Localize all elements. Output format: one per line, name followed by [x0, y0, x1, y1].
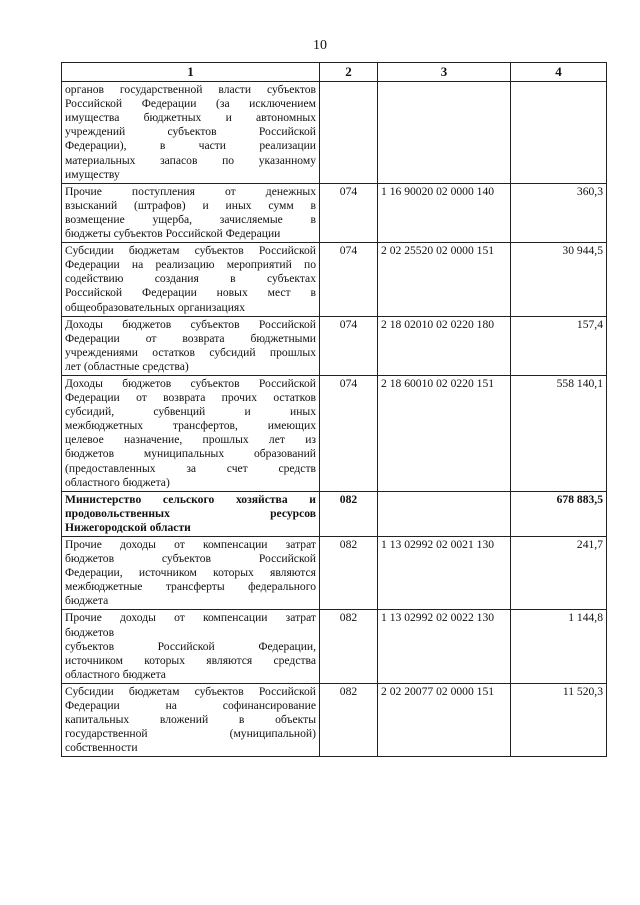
table-body [62, 82, 607, 757]
amount: 157,4 [511, 316, 607, 375]
amount: 241,7 [511, 537, 607, 610]
budget-classification-code: 2 02 20077 02 0000 151 [378, 683, 511, 756]
amount [511, 82, 607, 184]
description-line: Субсидии бюджетам субъектов Российской [65, 244, 316, 258]
budget-classification-code [378, 491, 511, 536]
description-line: Нижегородской области [65, 520, 191, 534]
description-line: учреждений субъектов Российской [65, 125, 316, 139]
table-row [62, 537, 607, 610]
budget-classification-code: 1 16 90020 02 0000 140 [378, 183, 511, 242]
budget-table [61, 62, 607, 757]
budget-classification-code: 2 18 60010 02 0220 151 [378, 375, 511, 491]
description-line: Субсидии бюджетам субъектов Российской [65, 684, 316, 698]
description-line: лет (областные средства) [65, 359, 189, 373]
admin-code: 082 [320, 491, 378, 536]
row-description [62, 375, 320, 491]
description-line: органов государственной власти субъектов [65, 83, 316, 97]
column-header-4: 4 [511, 63, 607, 82]
table-row [62, 491, 607, 536]
table-row [62, 243, 607, 316]
amount: 558 140,1 [511, 375, 607, 491]
admin-code: 074 [320, 316, 378, 375]
description-line: бюджеты субъектов Российской Федерации [65, 227, 281, 241]
amount: 360,3 [511, 183, 607, 242]
row-description [62, 82, 320, 184]
table-row [62, 82, 607, 184]
description-line: Доходы бюджетов субъектов Российской [65, 376, 316, 390]
description-line: Федерации от возврата прочих остатков [65, 391, 316, 405]
budget-classification-code: 1 13 02992 02 0021 130 [378, 537, 511, 610]
description-line: целевое назначение, прошлых лет из [65, 433, 316, 447]
column-header-1: 1 [62, 63, 320, 82]
admin-code: 074 [320, 183, 378, 242]
admin-code: 082 [320, 610, 378, 683]
description-line: материальных запасов по указанному [65, 153, 316, 167]
description-line: (предоставленных за счет средств [65, 461, 316, 475]
description-line: Российской Федерации (за исключением [65, 97, 316, 111]
row-description [62, 491, 320, 536]
description-line: Федерации от возврата бюджетными [65, 331, 316, 345]
description-line: межбюджетных трансфертов, имеющих [65, 419, 316, 433]
description-line: областного бюджета) [65, 475, 170, 489]
page-number: 10 [313, 38, 327, 53]
description-line: содействию создания в субъектах [65, 272, 316, 286]
budget-classification-code: 2 18 02010 02 0220 180 [378, 316, 511, 375]
admin-code [320, 82, 378, 184]
table-row [62, 316, 607, 375]
description-line: Российской Федерации новых мест в [65, 286, 316, 300]
row-description [62, 683, 320, 756]
description-line: имуществу [65, 167, 120, 181]
description-line: бюджетов субъектов Российской [65, 552, 316, 566]
description-line: Министерство сельского хозяйства и [65, 492, 316, 506]
description-line: учреждениями остатков субсидий прошлых [65, 345, 316, 359]
description-line: капитальных вложений в объекты [65, 713, 316, 727]
description-line: субсидий, субвенций и иных [65, 405, 316, 419]
description-line: Федерации на софинансирование [65, 699, 316, 713]
description-line: Прочие доходы от компенсации затрат [65, 611, 316, 625]
description-line: Федерации на реализацию мероприятий по [65, 258, 316, 272]
column-header-2: 2 [320, 63, 378, 82]
amount: 11 520,3 [511, 683, 607, 756]
amount: 30 944,5 [511, 243, 607, 316]
admin-code: 074 [320, 243, 378, 316]
description-line: Доходы бюджетов субъектов Российской [65, 317, 316, 331]
description-line: возмещение ущерба, зачисляемые в [65, 212, 316, 226]
column-header-3: 3 [378, 63, 511, 82]
row-description [62, 243, 320, 316]
row-description [62, 183, 320, 242]
admin-code: 082 [320, 683, 378, 756]
description-line: имущества бюджетных и автономных [65, 111, 316, 125]
description-line: общеобразовательных организациях [65, 300, 246, 314]
description-line: продовольственных ресурсов [65, 506, 316, 520]
budget-classification-code [378, 82, 511, 184]
budget-classification-code: 1 13 02992 02 0022 130 [378, 610, 511, 683]
table-row [62, 375, 607, 491]
table-row [62, 610, 607, 683]
budget-classification-code: 2 02 25520 02 0000 151 [378, 243, 511, 316]
amount: 678 883,5 [511, 491, 607, 536]
row-description [62, 316, 320, 375]
description-line: Федерации, источником которых являются [65, 566, 316, 580]
table-row [62, 183, 607, 242]
description-line: собственности [65, 741, 138, 755]
description-line: Прочие доходы от компенсации затрат [65, 538, 316, 551]
description-line: бюджетов муниципальных образований [65, 447, 316, 461]
row-description [62, 537, 320, 610]
description-line: бюджетов [65, 625, 115, 639]
description-line: бюджета [65, 594, 109, 608]
amount: 1 144,8 [511, 610, 607, 683]
description-line: Федерации), в части реализации [65, 139, 316, 153]
description-line: субъектов Российской Федерации, [65, 639, 316, 653]
description-line: взысканий (штрафов) и иных сумм в [65, 198, 316, 212]
description-line: источником которых являются средства [65, 653, 316, 667]
description-line: государственной (муниципальной) [65, 727, 316, 741]
description-line: областного бюджета [65, 667, 166, 681]
description-line: Прочие поступления от денежных [65, 184, 316, 198]
admin-code: 074 [320, 375, 378, 491]
row-description [62, 610, 320, 683]
table-row [62, 683, 607, 756]
admin-code: 082 [320, 537, 378, 610]
description-line: межбюджетные трансферты федерального [65, 580, 316, 594]
table-header-row [62, 63, 607, 82]
